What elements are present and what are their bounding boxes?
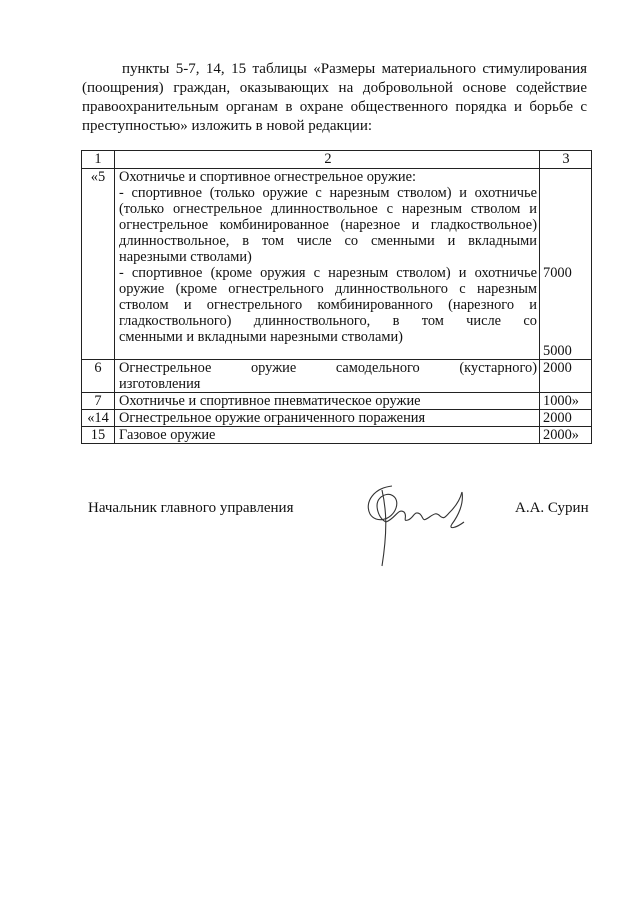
signatory-title: Начальник главного управления (88, 500, 294, 516)
row-number: «5 (82, 169, 115, 360)
handwritten-signature (352, 478, 492, 568)
signatory-name: А.А. Сурин (515, 500, 589, 516)
rates-table (81, 150, 592, 444)
description-line: - спортивное (только оружие с нарезным стволом) и охотничье (119, 185, 537, 201)
description-line: оружие (кроме огнестрельного длинноствольного с нарезным (119, 281, 537, 297)
description-line: изготовления (119, 376, 201, 392)
table-row (82, 410, 592, 427)
table-row (82, 169, 592, 360)
row-value: 2000 (540, 410, 592, 427)
row-value-cell (540, 169, 592, 360)
description-line: Охотничье и спортивное огнестрельное оружие: (119, 169, 416, 185)
description-line: стволом и огнестрельного комбинированного (нарезного и (119, 297, 537, 313)
row-number: 7 (82, 393, 115, 410)
table-header-row (82, 151, 592, 169)
row-number: 15 (82, 427, 115, 444)
row-description (115, 169, 540, 360)
table-row (82, 427, 592, 444)
table-row (82, 393, 592, 410)
header-col-1: 1 (82, 151, 115, 169)
row-description: Огнестрельное оружие ограниченного поражения (115, 410, 540, 427)
row-value: 7000 (543, 265, 572, 281)
row-number: «14 (82, 410, 115, 427)
description-line: огнестрельное комбинированное (нарезное и гладкоствольное) (119, 217, 537, 233)
header-col-3: 3 (540, 151, 592, 169)
row-description: Газовое оружие (115, 427, 540, 444)
row-description: Охотничье и спортивное пневматическое оружие (115, 393, 540, 410)
row-number: 6 (82, 360, 115, 393)
intro-paragraph: пункты 5-7, 14, 15 таблицы «Размеры материального стимулирования (поощрения) граждан, оказывающих на добровольной основе содействие правоохранительным органам в охране общественного порядка и борьбе с преступностью» изложить в новой редакции: (82, 61, 587, 134)
description-line: гладкоствольного) длинноствольного, в том числе со (119, 313, 537, 329)
header-col-2: 2 (115, 151, 540, 169)
row-description (115, 360, 540, 393)
description-line: (только огнестрельное длинноствольное с нарезным стволом и (119, 201, 537, 217)
description-line: нарезными стволами) (119, 249, 252, 265)
description-line: - спортивное (кроме оружия с нарезным стволом) и охотничье (119, 265, 537, 281)
description-line: сменными и вкладными нарезными стволами) (119, 329, 403, 345)
description-line: Огнестрельное оружие самодельного (кустарного) (119, 360, 537, 376)
description-line: длинноствольное, в том числе со сменными и вкладными (119, 233, 537, 249)
row-value: 2000» (540, 427, 592, 444)
row-value: 1000» (540, 393, 592, 410)
row-value: 5000 (543, 343, 572, 359)
table-row (82, 360, 592, 393)
row-value: 2000 (540, 360, 592, 393)
